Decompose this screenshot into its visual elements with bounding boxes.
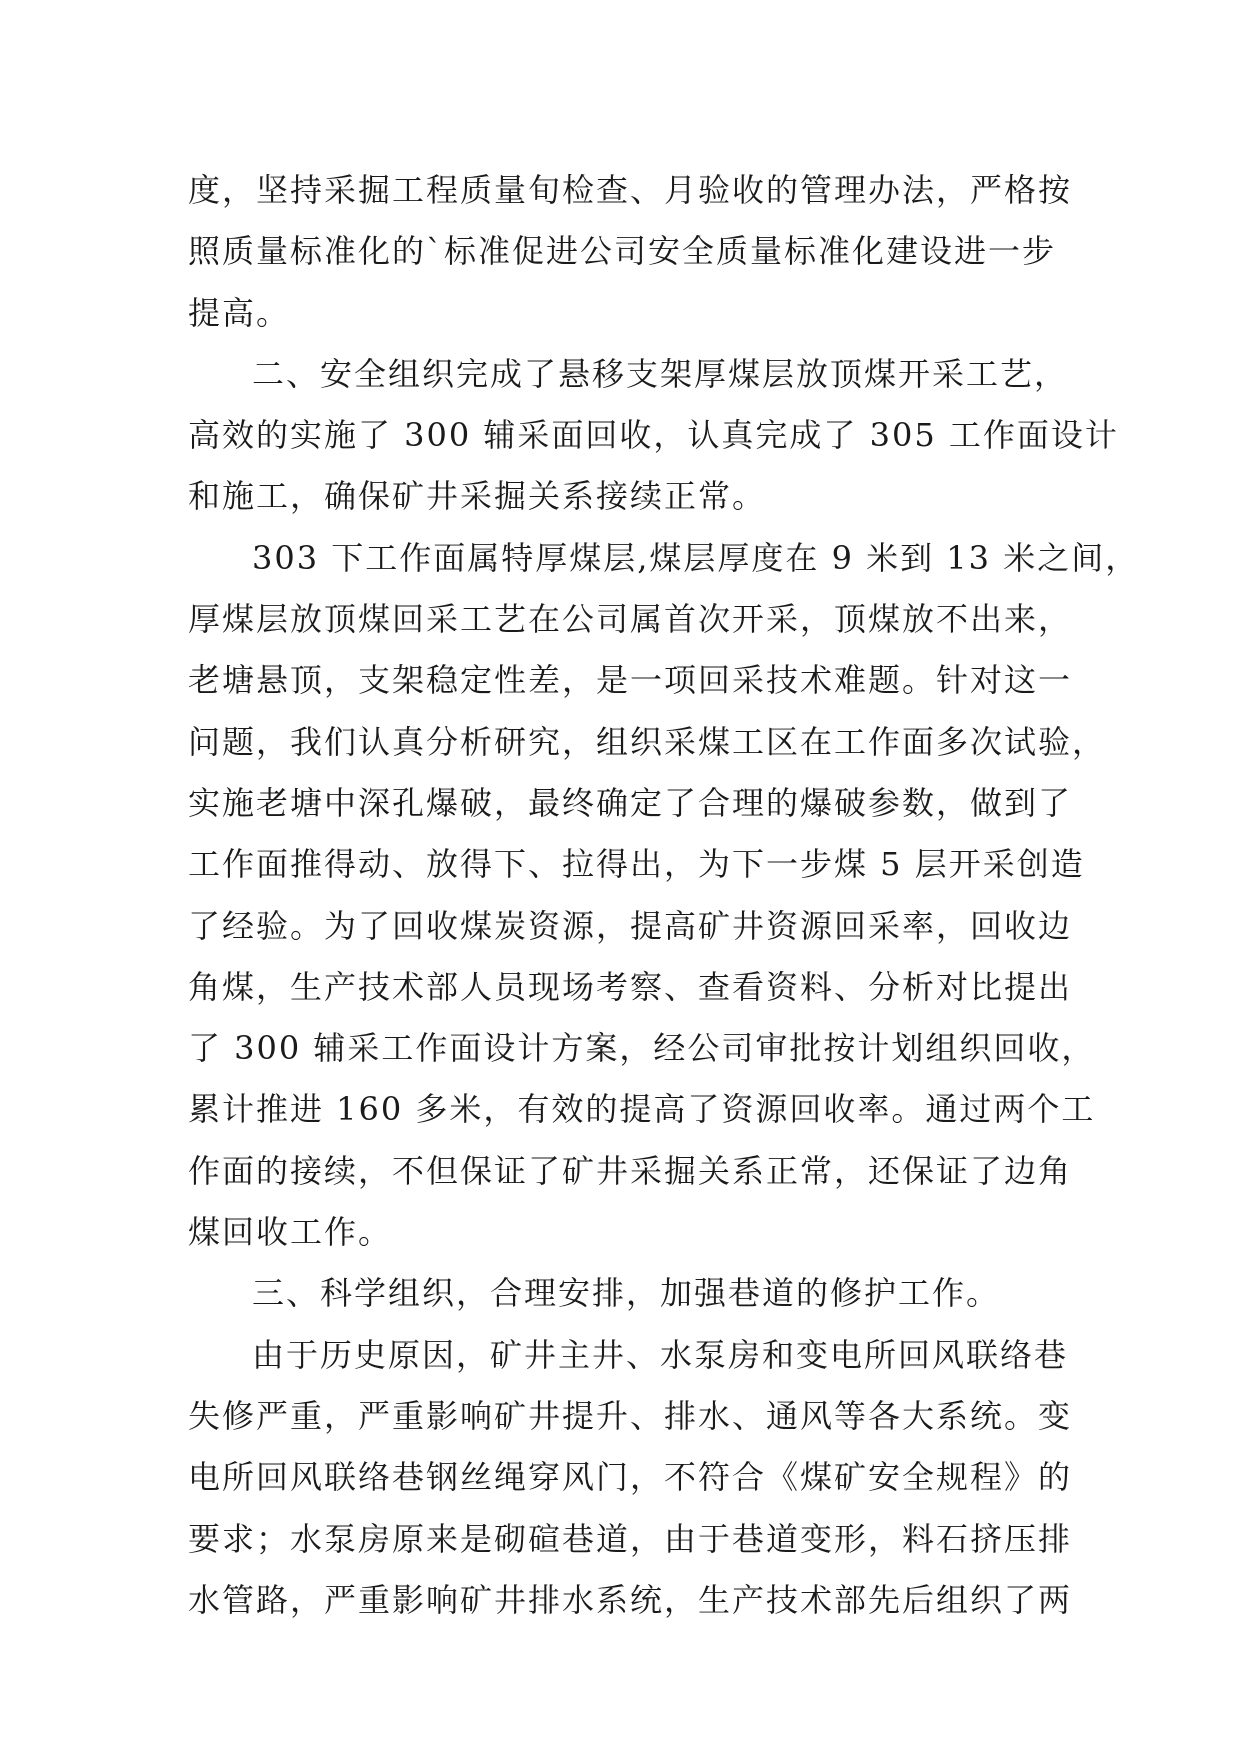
text-line: 了经验。为了回收煤炭资源，提高矿井资源回采率，回收边 bbox=[188, 906, 1073, 945]
text-line: 要求；水泵房原来是砌碹巷道，由于巷道变形，料石挤压排 bbox=[188, 1519, 1073, 1558]
section-heading: 三、科学组织，合理安排，加强巷道的修护工作。 bbox=[252, 1274, 1001, 1313]
text-line: 厚煤层放顶煤回采工艺在公司属首次开采，顶煤放不出来， bbox=[188, 600, 1073, 639]
text-line: 老塘悬顶，支架稳定性差，是一项回采技术难题。针对这一 bbox=[188, 661, 1073, 700]
text-line: 实施老塘中深孔爆破，最终确定了合理的爆破参数，做到了 bbox=[188, 783, 1073, 822]
text-line: 失修严重，严重影响矿井提升、排水、通风等各大系统。变 bbox=[188, 1396, 1073, 1435]
text-line: 303 下工作面属特厚煤层,煤层厚度在 9 米到 13 米之间， bbox=[252, 538, 1140, 577]
text-line: 问题，我们认真分析研究，组织采煤工区在工作面多次试验， bbox=[188, 722, 1107, 761]
text-line: 作面的接续，不但保证了矿井采掘关系正常，还保证了边角 bbox=[188, 1151, 1073, 1190]
text-line: 了 300 辅采工作面设计方案，经公司审批按计划组织回收， bbox=[188, 1029, 1096, 1068]
text-line: 煤回收工作。 bbox=[188, 1213, 393, 1252]
text-line: 累计推进 160 多米，有效的提高了资源回收率。通过两个工 bbox=[188, 1090, 1096, 1129]
paragraph bbox=[188, 1263, 1068, 1324]
paragraph bbox=[188, 528, 1140, 1264]
text-line: 照质量标准化的`标准促进公司安全质量标准化建设进一步 bbox=[188, 232, 1057, 271]
text-line: 二、安全组织完成了悬移支架厚煤层放顶煤开采工艺， bbox=[252, 354, 1069, 393]
text-line: 提高。 bbox=[188, 293, 291, 332]
paragraph bbox=[188, 1325, 1073, 1631]
paragraph bbox=[188, 344, 1119, 528]
text-line: 和施工，确保矿井采掘关系接续正常。 bbox=[188, 477, 767, 516]
text-line: 度，坚持采掘工程质量旬检查、月验收的管理办法，严格按 bbox=[188, 171, 1073, 209]
text-line: 水管路，严重影响矿井排水系统，生产技术部先后组织了两 bbox=[188, 1580, 1073, 1619]
text-line: 由于历史原因，矿井主井、水泵房和变电所回风联络巷 bbox=[252, 1335, 1069, 1374]
text-line: 高效的实施了 300 辅采面回收，认真完成了 305 工作面设计 bbox=[188, 416, 1119, 455]
paragraph bbox=[188, 160, 1073, 344]
text-line: 电所回风联络巷钢丝绳穿风门，不符合《煤矿安全规程》的 bbox=[188, 1458, 1073, 1497]
text-line: 角煤，生产技术部人员现场考察、查看资料、分析对比提出 bbox=[188, 967, 1073, 1006]
document-body bbox=[188, 160, 1140, 1631]
text-line: 工作面推得动、放得下、拉得出，为下一步煤 5 层开采创造 bbox=[188, 845, 1085, 884]
